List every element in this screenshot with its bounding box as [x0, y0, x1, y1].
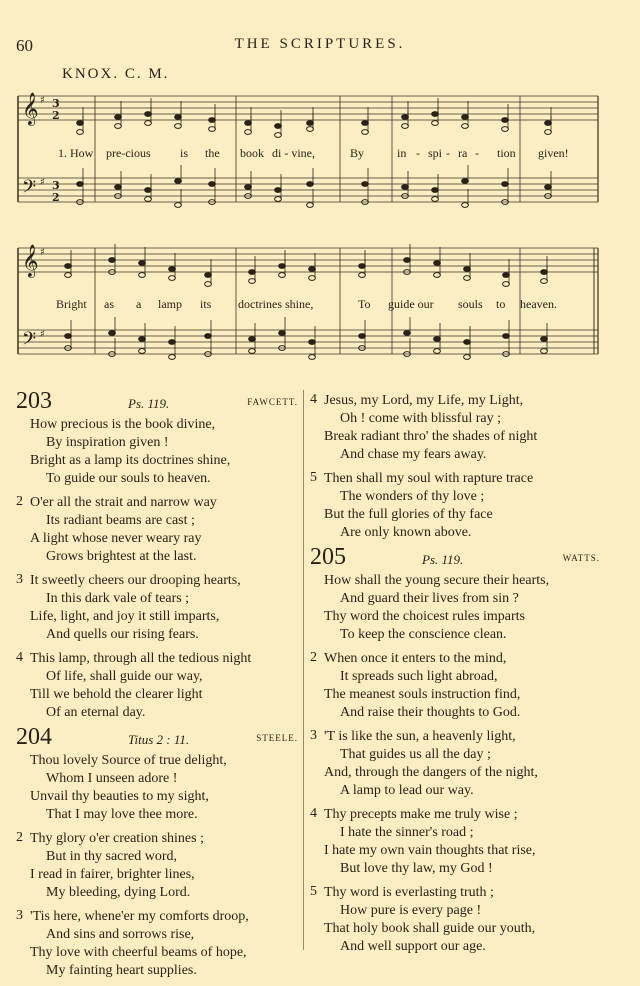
verse-line: A lamp to lead our way.: [340, 783, 474, 798]
verse-line: But the full glories of thy face: [324, 507, 493, 522]
verse-line: Whom I unseen adore !: [46, 771, 178, 786]
lyric-syllable: tion: [497, 146, 516, 160]
note-head: [169, 276, 176, 281]
note-head: [362, 130, 369, 135]
lyric-syllable: 1. How: [58, 146, 94, 160]
note-head: [279, 331, 286, 336]
hymn-203: [16, 388, 298, 722]
bass-clef-icon: 𝄢: [22, 329, 37, 354]
scripture-reference: Ps. 119.: [128, 396, 170, 411]
verse-line: Thy precepts make me truly wise ;: [324, 807, 518, 822]
note-head: [139, 337, 146, 342]
verse-line: O'er all the strait and narrow way: [30, 495, 217, 510]
sharp-icon: ♯: [40, 95, 45, 106]
bass-clef-icon: 𝄢: [22, 177, 37, 202]
note-head: [309, 267, 316, 272]
note-head: [139, 273, 146, 278]
note-head: [402, 115, 409, 120]
verse-line: My bleeding, dying Lord.: [46, 885, 191, 900]
note-head: [77, 121, 84, 126]
note-head: [307, 121, 314, 126]
note-head: [245, 121, 252, 126]
verse-line: And quells our rising fears.: [46, 627, 199, 642]
verse-line: The wonders of thy love ;: [340, 489, 485, 504]
lyric-syllable: Bright: [56, 297, 87, 311]
note-head: [275, 197, 282, 202]
lyric-syllable: pre-cious: [106, 146, 151, 160]
verse-line: And well support our age.: [340, 939, 486, 954]
verse-line: And guard their lives from sin ?: [340, 591, 519, 606]
verse-line: Unvail thy beauties to my sight,: [30, 789, 209, 804]
note-head: [175, 115, 182, 120]
note-head: [402, 185, 409, 190]
verse-line: And sins and sorrows rise,: [46, 927, 195, 942]
lyric-syllable: is: [180, 146, 189, 160]
note-head: [434, 261, 441, 266]
note-head: [65, 334, 72, 339]
verse-line: In this dark vale of tears ;: [46, 591, 190, 606]
verse-line: My fainting heart supplies.: [46, 963, 197, 978]
stanza-number: 4: [16, 650, 23, 665]
note-head: [115, 115, 122, 120]
note-head: [462, 115, 469, 120]
note-head: [545, 185, 552, 190]
verse-line: That holy book shall guide our youth,: [324, 921, 536, 936]
note-head: [462, 124, 469, 129]
note-head: [249, 349, 256, 354]
scripture-reference: Titus 2 : 11.: [128, 732, 190, 747]
lyric-syllable: in: [397, 146, 407, 160]
note-head: [362, 182, 369, 187]
stanza-number: 4: [310, 392, 317, 407]
stanza: [16, 830, 298, 902]
stanza-number: 4: [310, 806, 317, 821]
verse-line: When once it enters to the mind,: [324, 651, 507, 666]
note-head: [309, 355, 316, 360]
running-title: THE SCRIPTURES.: [234, 36, 406, 52]
note-head: [402, 124, 409, 129]
note-head: [502, 182, 509, 187]
lyric-syllable: ra: [458, 146, 468, 160]
verse-line: Of life, shall guide our way,: [46, 669, 203, 684]
time-signature-icon: 2: [52, 109, 60, 122]
stanza: [310, 392, 600, 464]
stanza: [310, 650, 600, 722]
note-head: [279, 273, 286, 278]
verse-line: But love thy law, my God !: [340, 861, 493, 876]
note-head: [434, 337, 441, 342]
verse-line: Thy word the choicest rules imparts: [324, 609, 526, 624]
note-head: [464, 267, 471, 272]
stanza: [310, 572, 600, 644]
note-head: [359, 273, 366, 278]
tune-name: KNOX. C. M.: [62, 66, 170, 82]
note-head: [249, 337, 256, 342]
hymn-205: [310, 544, 600, 956]
note-head: [109, 331, 116, 336]
verse-line: I hate the sinner's road ;: [340, 825, 474, 840]
note-head: [275, 188, 282, 193]
note-head: [145, 112, 152, 117]
verse-line: Thy word is everlasting truth ;: [324, 885, 494, 900]
verse-line: The meanest souls instruction find,: [324, 687, 521, 702]
verse-line: I read in fairer, brighter lines,: [30, 867, 195, 882]
hymn-number: 205: [310, 544, 346, 570]
note-head: [464, 340, 471, 345]
note-head: [545, 121, 552, 126]
note-head: [462, 203, 469, 208]
verse-line: How precious is the book divine,: [30, 417, 216, 432]
note-head: [275, 133, 282, 138]
stanza: [310, 884, 600, 956]
lyric-syllable: spi: [428, 146, 443, 160]
lyric-syllable: di - vine,: [272, 146, 315, 160]
verse-line: Jesus, my Lord, my Life, my Light,: [324, 393, 524, 408]
right-column: [310, 392, 600, 962]
note-head: [175, 179, 182, 184]
note-head: [145, 188, 152, 193]
note-head: [404, 258, 411, 263]
note-head: [175, 203, 182, 208]
note-head: [205, 273, 212, 278]
time-signature-icon: 2: [52, 191, 60, 204]
verse-line: Break radiant thro' the shades of night: [324, 429, 538, 444]
note-head: [503, 282, 510, 287]
verse-line: That guides us all the day ;: [340, 747, 491, 762]
note-head: [359, 264, 366, 269]
stanza-number: 3: [16, 572, 23, 587]
note-head: [139, 261, 146, 266]
verse-line: It spreads such light abroad,: [340, 669, 498, 684]
column-divider: [303, 390, 304, 950]
lyric-syllable: a: [136, 297, 142, 311]
note-head: [205, 282, 212, 287]
note-head: [77, 130, 84, 135]
hymn-author: STEELE.: [256, 733, 298, 743]
lyric-syllable: doctrines shine,: [238, 297, 314, 311]
verse-line: Oh ! come with blissful ray ;: [340, 411, 501, 426]
verse-line: How shall the young secure their hearts,: [324, 573, 550, 588]
stanza: [16, 572, 298, 644]
verse-line: That I may love thee more.: [46, 807, 198, 822]
verse-line: How pure is every page !: [340, 903, 482, 918]
note-head: [541, 337, 548, 342]
note-head: [279, 264, 286, 269]
page-number: 60: [16, 36, 33, 55]
verse-line: Then shall my soul with rapture trace: [324, 471, 534, 486]
note-head: [249, 279, 256, 284]
note-head: [464, 276, 471, 281]
note-head: [359, 334, 366, 339]
verse-line: And raise their thoughts to God.: [340, 705, 521, 720]
verse-line: Bright as a lamp its doctrines shine,: [30, 453, 231, 468]
note-head: [139, 349, 146, 354]
verse-line: Its radiant beams are cast ;: [46, 513, 195, 528]
note-head: [209, 182, 216, 187]
note-head: [503, 273, 510, 278]
scripture-reference: Ps. 119.: [422, 552, 464, 567]
note-head: [502, 118, 509, 123]
lyric-syllable: heaven.: [520, 297, 557, 311]
note-head: [249, 270, 256, 275]
verse-line: This lamp, through all the tedious night: [30, 651, 252, 666]
note-head: [209, 118, 216, 123]
time-signature-icon: 3: [52, 97, 60, 110]
stanza: [310, 728, 600, 800]
hymn-author: WATTS.: [562, 553, 600, 563]
note-head: [541, 279, 548, 284]
note-head: [541, 349, 548, 354]
left-column: [16, 388, 298, 986]
note-head: [432, 121, 439, 126]
note-head: [432, 112, 439, 117]
verse-line: It sweetly cheers our drooping hearts,: [30, 573, 241, 588]
note-head: [404, 331, 411, 336]
verse-line: To keep the conscience clean.: [340, 627, 507, 642]
verse-line: To guide our souls to heaven.: [46, 471, 211, 486]
note-head: [309, 276, 316, 281]
hymn-header: [16, 388, 298, 416]
note-head: [169, 340, 176, 345]
verse-line: 'Tis here, whene'er my comforts droop,: [30, 909, 249, 924]
verse-line: Thy love with cheerful beams of hope,: [30, 945, 247, 960]
verse-line: I hate my own vain thoughts that rise,: [324, 843, 536, 858]
note-head: [175, 124, 182, 129]
note-head: [145, 197, 152, 202]
note-head: [432, 197, 439, 202]
lyric-syllable: given!: [538, 146, 569, 160]
treble-clef-icon: 𝄞: [22, 92, 39, 125]
verse-line: Thy glory o'er creation shines ;: [30, 831, 204, 846]
treble-clef-icon: 𝄞: [22, 244, 39, 277]
note-head: [432, 188, 439, 193]
stanza: [16, 908, 298, 980]
lyric-syllable: guide our: [388, 297, 434, 311]
stanza: [16, 650, 298, 722]
note-head: [307, 127, 314, 132]
note-head: [309, 340, 316, 345]
note-head: [209, 127, 216, 132]
verse-line: And, through the dangers of the night,: [324, 765, 538, 780]
hymn-header: [310, 544, 600, 572]
note-head: [502, 127, 509, 132]
stanza-number: 3: [16, 908, 23, 923]
hymn-number: 204: [16, 724, 52, 750]
hymn-204-continued: [310, 392, 600, 542]
lyric-syllable: -: [416, 146, 420, 160]
note-head: [115, 124, 122, 129]
note-head: [65, 273, 72, 278]
time-signature-icon: 3: [52, 179, 60, 192]
note-head: [503, 334, 510, 339]
verse-line: Thou lovely Source of true delight,: [30, 753, 227, 768]
stanza-number: 2: [16, 494, 23, 509]
lyric-syllable: -: [475, 146, 479, 160]
stanza-number: 2: [16, 830, 23, 845]
note-head: [275, 124, 282, 129]
note-head: [245, 185, 252, 190]
stanza: [310, 806, 600, 878]
note-head: [169, 267, 176, 272]
verse-line: Of an eternal day.: [46, 705, 146, 720]
verse-line: Are only known above.: [340, 525, 472, 540]
verse-line: And chase my fears away.: [340, 447, 487, 462]
hymn-number: 203: [16, 388, 52, 414]
note-head: [541, 270, 548, 275]
note-head: [307, 182, 314, 187]
stanza-number: 5: [310, 884, 317, 899]
lyric-syllable: book: [240, 146, 264, 160]
note-head: [109, 258, 116, 263]
lyric-syllable: By: [350, 146, 365, 160]
lyric-syllable: the: [205, 146, 220, 160]
stanza-number: 5: [310, 470, 317, 485]
note-head: [462, 179, 469, 184]
stanza: [310, 470, 600, 542]
lyric-syllable: to: [496, 297, 506, 311]
note-head: [205, 334, 212, 339]
note-head: [245, 130, 252, 135]
lyric-syllable: as: [104, 297, 114, 311]
verse-line: 'T is like the sun, a heavenly light,: [324, 729, 516, 744]
sharp-icon: ♯: [40, 177, 45, 188]
note-head: [77, 182, 84, 187]
stanza-number: 3: [310, 728, 317, 743]
note-head: [464, 355, 471, 360]
hymn-204: [16, 724, 298, 980]
verse-line: Till we behold the clearer light: [30, 687, 203, 702]
note-head: [115, 185, 122, 190]
lyric-syllable: -: [446, 146, 450, 160]
verse-line: By inspiration given !: [46, 435, 169, 450]
lyric-syllable: To: [358, 297, 371, 311]
lyric-syllable: its: [200, 297, 212, 311]
note-head: [362, 121, 369, 126]
note-head: [434, 273, 441, 278]
sharp-icon: ♯: [40, 247, 45, 258]
verse-line: A light whose never weary ray: [30, 531, 202, 546]
verse-line: Life, light, and joy it still imparts,: [30, 609, 220, 624]
note-head: [145, 121, 152, 126]
music-score: [0, 0, 640, 380]
verse-line: But in thy sacred word,: [46, 849, 178, 864]
note-head: [65, 264, 72, 269]
lyric-syllable: lamp: [158, 297, 182, 311]
note-head: [434, 349, 441, 354]
verse-line: Grows brightest at the last.: [46, 549, 197, 564]
note-head: [307, 203, 314, 208]
note-head: [169, 355, 176, 360]
stanza: [16, 752, 298, 824]
hymn-header: [16, 724, 298, 752]
lyric-syllable: souls: [458, 297, 483, 311]
stanza: [16, 494, 298, 566]
note-head: [545, 130, 552, 135]
stanza-number: 2: [310, 650, 317, 665]
stanza: [16, 416, 298, 488]
hymn-author: FAWCETT.: [247, 397, 298, 407]
sharp-icon: ♯: [40, 329, 45, 340]
